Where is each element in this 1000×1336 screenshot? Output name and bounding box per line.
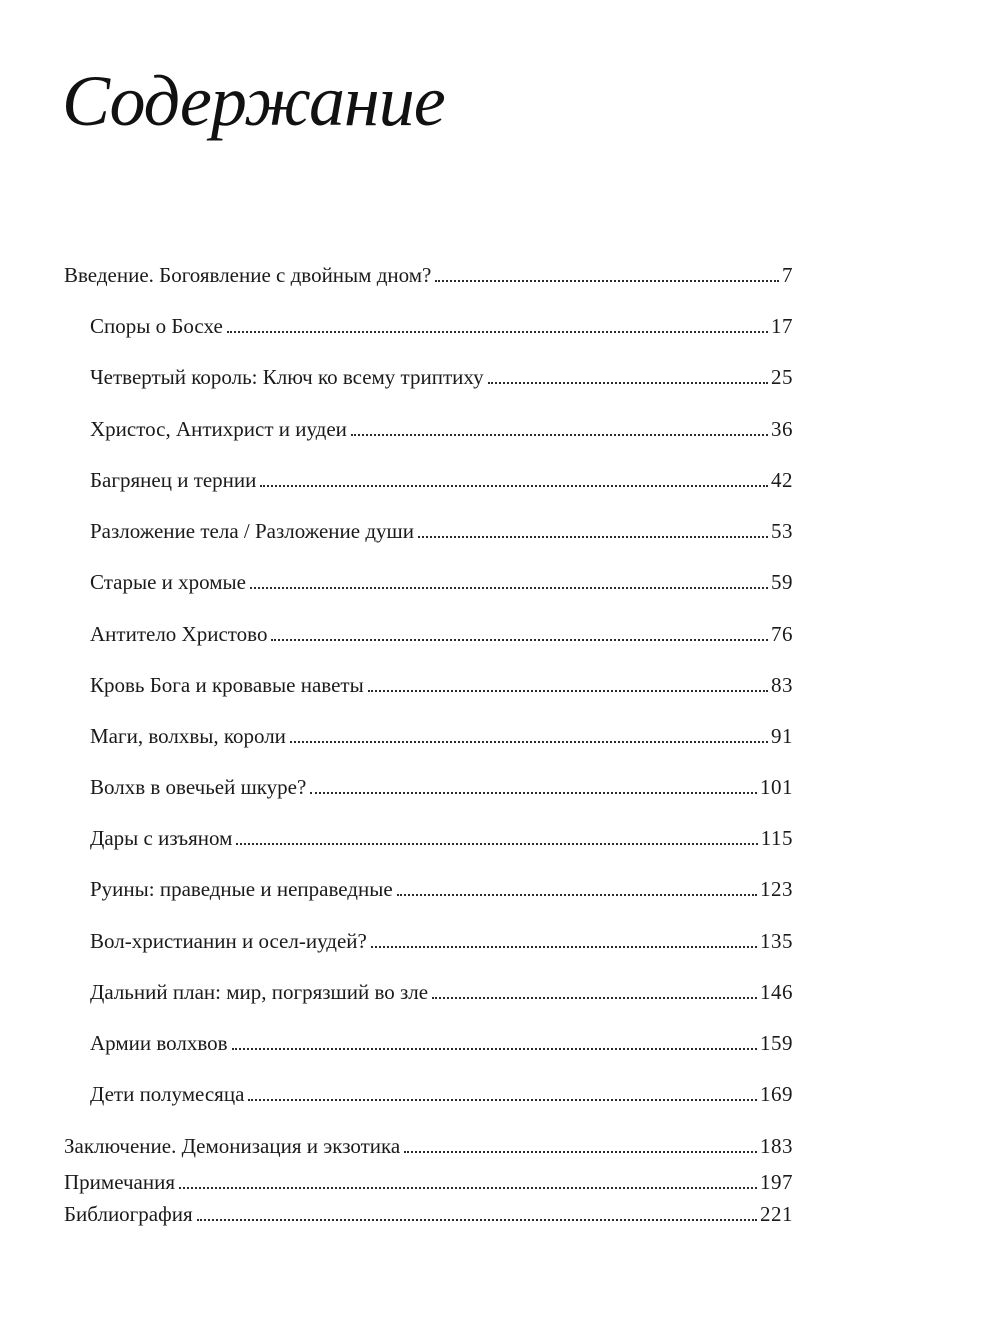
toc-entry-page: 123 bbox=[760, 877, 793, 901]
toc-entry-title: Армии волхвов bbox=[90, 1031, 228, 1055]
dot-leader bbox=[351, 434, 768, 436]
toc-entry-page: 42 bbox=[771, 468, 793, 492]
toc-entry-title: Введение. Богоявление с двойным дном? bbox=[64, 263, 432, 287]
dot-leader bbox=[271, 639, 768, 641]
toc-entry-title: Старые и хромые bbox=[90, 570, 246, 594]
dot-leader bbox=[248, 1099, 757, 1101]
toc-entry-title: Багрянец и тернии bbox=[90, 468, 257, 492]
toc-entry-page: 197 bbox=[760, 1170, 793, 1194]
toc-entry-title: Дальний план: мир, погрязший во зле bbox=[90, 980, 429, 1004]
toc-entry-page: 7 bbox=[782, 263, 793, 287]
toc-entry-title: Четвертый король: Ключ ко всему триптиху bbox=[90, 365, 484, 389]
toc-entry-page: 36 bbox=[771, 417, 793, 441]
toc-entry-title: Маги, волхвы, короли bbox=[90, 724, 286, 748]
toc-entry-title: Руины: праведные и неправедные bbox=[90, 877, 393, 901]
dot-leader bbox=[250, 587, 768, 589]
toc-entry-title: Библиография bbox=[64, 1202, 193, 1226]
toc-entry[interactable] bbox=[90, 1075, 793, 1107]
toc-entry-bibliography[interactable] bbox=[64, 1195, 793, 1227]
dot-leader bbox=[227, 331, 768, 333]
toc-entry[interactable] bbox=[90, 358, 793, 390]
dot-leader bbox=[236, 843, 757, 845]
toc-entry[interactable] bbox=[90, 819, 793, 851]
dot-leader bbox=[290, 741, 768, 743]
dot-leader bbox=[404, 1151, 757, 1153]
toc-entry-page: 146 bbox=[760, 980, 793, 1004]
toc-entry[interactable] bbox=[90, 410, 793, 442]
toc-entry[interactable] bbox=[90, 615, 793, 647]
toc-entry-title: Кровь Бога и кровавые наветы bbox=[90, 673, 364, 697]
dot-leader bbox=[260, 485, 768, 487]
toc-entry-title: Разложение тела / Разложение души bbox=[90, 519, 414, 543]
toc-entry-page: 83 bbox=[771, 673, 793, 697]
toc-entry-title: Примечания bbox=[64, 1170, 176, 1194]
toc-entry-page: 25 bbox=[771, 365, 793, 389]
toc-entry-title: Волхв в овечьей шкуре? bbox=[90, 775, 307, 799]
toc-entry-title: Антитело Христово bbox=[90, 622, 268, 646]
toc-entry-page: 169 bbox=[760, 1082, 793, 1106]
toc-entry-page: 159 bbox=[760, 1031, 793, 1055]
toc-entry[interactable] bbox=[90, 563, 793, 595]
toc-entry[interactable] bbox=[90, 461, 793, 493]
toc-entry-page: 183 bbox=[760, 1134, 793, 1158]
dot-leader bbox=[432, 997, 757, 999]
toc-entry[interactable] bbox=[90, 307, 793, 339]
toc-entry[interactable] bbox=[90, 973, 793, 1005]
toc-entry-page: 76 bbox=[771, 622, 793, 646]
dot-leader bbox=[435, 280, 779, 282]
toc-entry-introduction[interactable] bbox=[64, 256, 793, 288]
toc-entry-page: 135 bbox=[760, 929, 793, 953]
page-title: Содержание bbox=[62, 61, 445, 141]
toc-entry-title: Дети полумесяца bbox=[90, 1082, 245, 1106]
toc-entry-title: Христос, Антихрист и иудеи bbox=[90, 417, 347, 441]
toc-entry-page: 221 bbox=[760, 1202, 793, 1226]
toc-entry[interactable] bbox=[90, 870, 793, 902]
toc-entry-page: 91 bbox=[771, 724, 793, 748]
dot-leader bbox=[371, 946, 757, 948]
toc-entry-notes[interactable] bbox=[64, 1163, 793, 1195]
toc-entry[interactable] bbox=[90, 922, 793, 954]
toc-entry-page: 17 bbox=[771, 314, 793, 338]
dot-leader bbox=[310, 792, 757, 794]
toc-entry-title: Споры о Босхе bbox=[90, 314, 223, 338]
toc-entry-page: 115 bbox=[760, 826, 793, 850]
dot-leader bbox=[418, 536, 768, 538]
toc-entry[interactable] bbox=[90, 1024, 793, 1056]
toc-entry-title: Вол-христианин и осел-иудей? bbox=[90, 929, 367, 953]
dot-leader bbox=[488, 382, 768, 384]
toc-entry[interactable] bbox=[90, 666, 793, 698]
toc-entry[interactable] bbox=[90, 717, 793, 749]
dot-leader bbox=[368, 690, 768, 692]
toc-entry[interactable] bbox=[90, 768, 793, 800]
dot-leader bbox=[197, 1219, 757, 1221]
toc-entry-page: 59 bbox=[771, 570, 793, 594]
dot-leader bbox=[232, 1048, 757, 1050]
toc-entry-page: 53 bbox=[771, 519, 793, 543]
toc-entry-title: Заключение. Демонизация и экзотика bbox=[64, 1134, 401, 1158]
dot-leader bbox=[179, 1187, 757, 1189]
toc-entry-title: Дары с изъяном bbox=[90, 826, 233, 850]
toc-entry[interactable] bbox=[90, 512, 793, 544]
dot-leader bbox=[397, 894, 757, 896]
toc-entry-conclusion[interactable] bbox=[64, 1127, 793, 1159]
toc-entry-page: 101 bbox=[760, 775, 793, 799]
